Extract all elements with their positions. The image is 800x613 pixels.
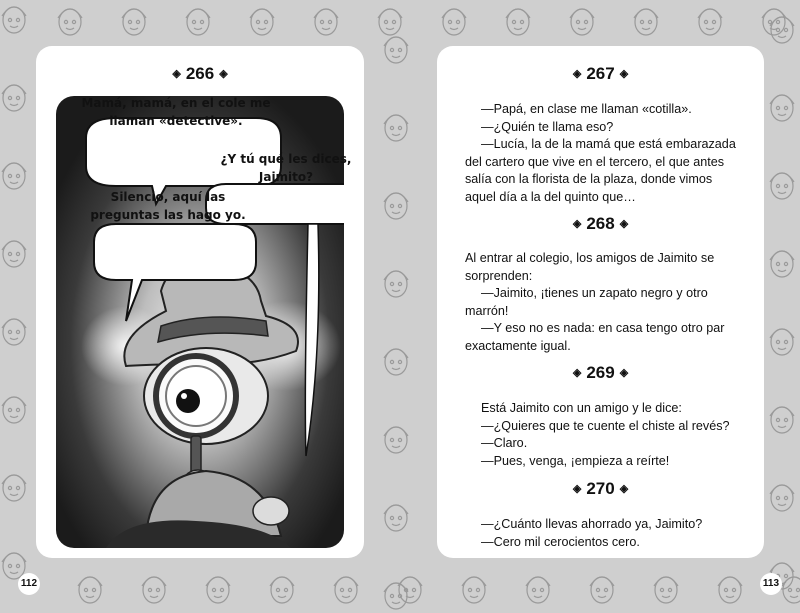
doodle-face-icon [506,9,530,35]
diamond-icon: ◈ [572,483,582,495]
joke-number-268: ◈ 268 ◈ [572,214,629,233]
doodle-face-icon [384,583,408,609]
doodle-face-icon [384,505,408,531]
doodle-face-icon [384,271,408,297]
joke-line: —¿Quién te llama eso? [481,119,614,134]
joke-267-text [465,101,745,206]
joke-line: —Pues, venga, ¡empieza a reírte! [481,453,670,468]
doodle-face-icon [570,9,594,35]
joke-270-text [465,516,745,551]
page-number-right: 113 [760,573,782,595]
left-page [36,46,364,558]
joke-line: —Papá, en clase me llaman «cotilla». [481,102,692,116]
joke-line: —Jaimito, ¡tienes un zapato negro y otro marrón! [465,286,708,318]
doodle-face-icon [384,427,408,453]
doodle-face-icon [334,577,358,603]
joke-number-270: ◈ 270 ◈ [572,479,629,498]
diamond-icon: ◈ [572,367,582,379]
joke-number-266: ◈ 266 ◈ [172,64,228,83]
doodle-face-icon [782,577,800,603]
joke-line: Al entrar al colegio, los amigos de Jaimito se sorprenden: [465,251,715,283]
joke-line: —Y eso no es nada: en casa tengo otro par exactamente igual. [465,321,725,353]
joke-number-269: ◈ 269 ◈ [572,363,629,382]
diamond-icon: ◈ [219,68,228,80]
doodle-face-icon [314,9,338,35]
doodle-face-icon [2,319,26,345]
joke-line: —Lucía, la de la mamá que está embarazada del cartero que vive en el tercero, el que antes salía con la florista de la plaza, donde vimos aquel día a la del quinto que… [465,137,736,204]
joke-line: —¿Quieres que te cuente el chiste al revés? [481,418,730,433]
diamond-icon: ◈ [619,68,629,80]
doodle-face-icon [384,37,408,63]
doodle-face-icon [770,251,794,277]
doodle-face-icon [122,9,146,35]
doodle-face-icon [526,577,550,603]
doodle-face-icon [384,349,408,375]
joke-number-267: ◈ 267 ◈ [572,64,629,83]
doodle-face-icon [384,115,408,141]
doodle-face-icon [2,397,26,423]
doodle-face-icon [378,9,402,35]
diamond-icon: ◈ [572,218,582,230]
diamond-icon: ◈ [619,483,629,495]
joke-line: —¿Cuánto llevas ahorrado ya, Jaimito? [481,517,703,531]
doodle-face-icon [442,9,466,35]
doodle-face-icon [186,9,210,35]
doodle-face-icon [770,329,794,355]
doodle-face-icon [270,577,294,603]
doodle-face-icon [654,577,678,603]
doodle-face-icon [698,9,722,35]
doodle-face-icon [770,485,794,511]
joke-268-text [465,250,745,355]
doodle-face-icon [2,241,26,267]
doodle-face-icon [718,577,742,603]
joke-line: —Cero mil cerocientos cero. [481,534,640,549]
doodle-face-icon [590,577,614,603]
doodle-face-icon [2,475,26,501]
doodle-face-icon [2,85,26,111]
doodle-face-icon [770,173,794,199]
diamond-icon: ◈ [172,68,181,80]
doodle-face-icon [58,9,82,35]
doodle-face-icon [2,163,26,189]
doodle-face-icon [384,193,408,219]
diamond-icon: ◈ [619,218,629,230]
doodle-face-icon [250,9,274,35]
doodle-face-icon [142,577,166,603]
speech-bubble-2: ¿Y tú qué les dices, Jaimito? [220,152,352,184]
page-number-left: 112 [18,573,40,595]
joke-269-text [481,400,751,470]
speech-bubble-3: Silencio, aquí las preguntas las hago yo. [90,190,246,222]
doodle-face-icon [398,577,422,603]
joke-line: Está Jaimito con un amigo y le dice: [481,401,682,415]
doodle-face-icon [206,577,230,603]
doodle-face-icon [770,95,794,121]
diamond-icon: ◈ [572,68,582,80]
speech-bubble-1: Mamá, mamá, en el cole me llaman «detective». [81,96,271,128]
doodle-face-icon [634,9,658,35]
diamond-icon: ◈ [619,367,629,379]
doodle-face-icon [462,577,486,603]
doodle-face-icon [770,407,794,433]
joke-line: —Claro. [481,436,528,450]
doodle-face-icon [2,7,26,33]
right-page [437,46,764,558]
doodle-face-icon [78,577,102,603]
